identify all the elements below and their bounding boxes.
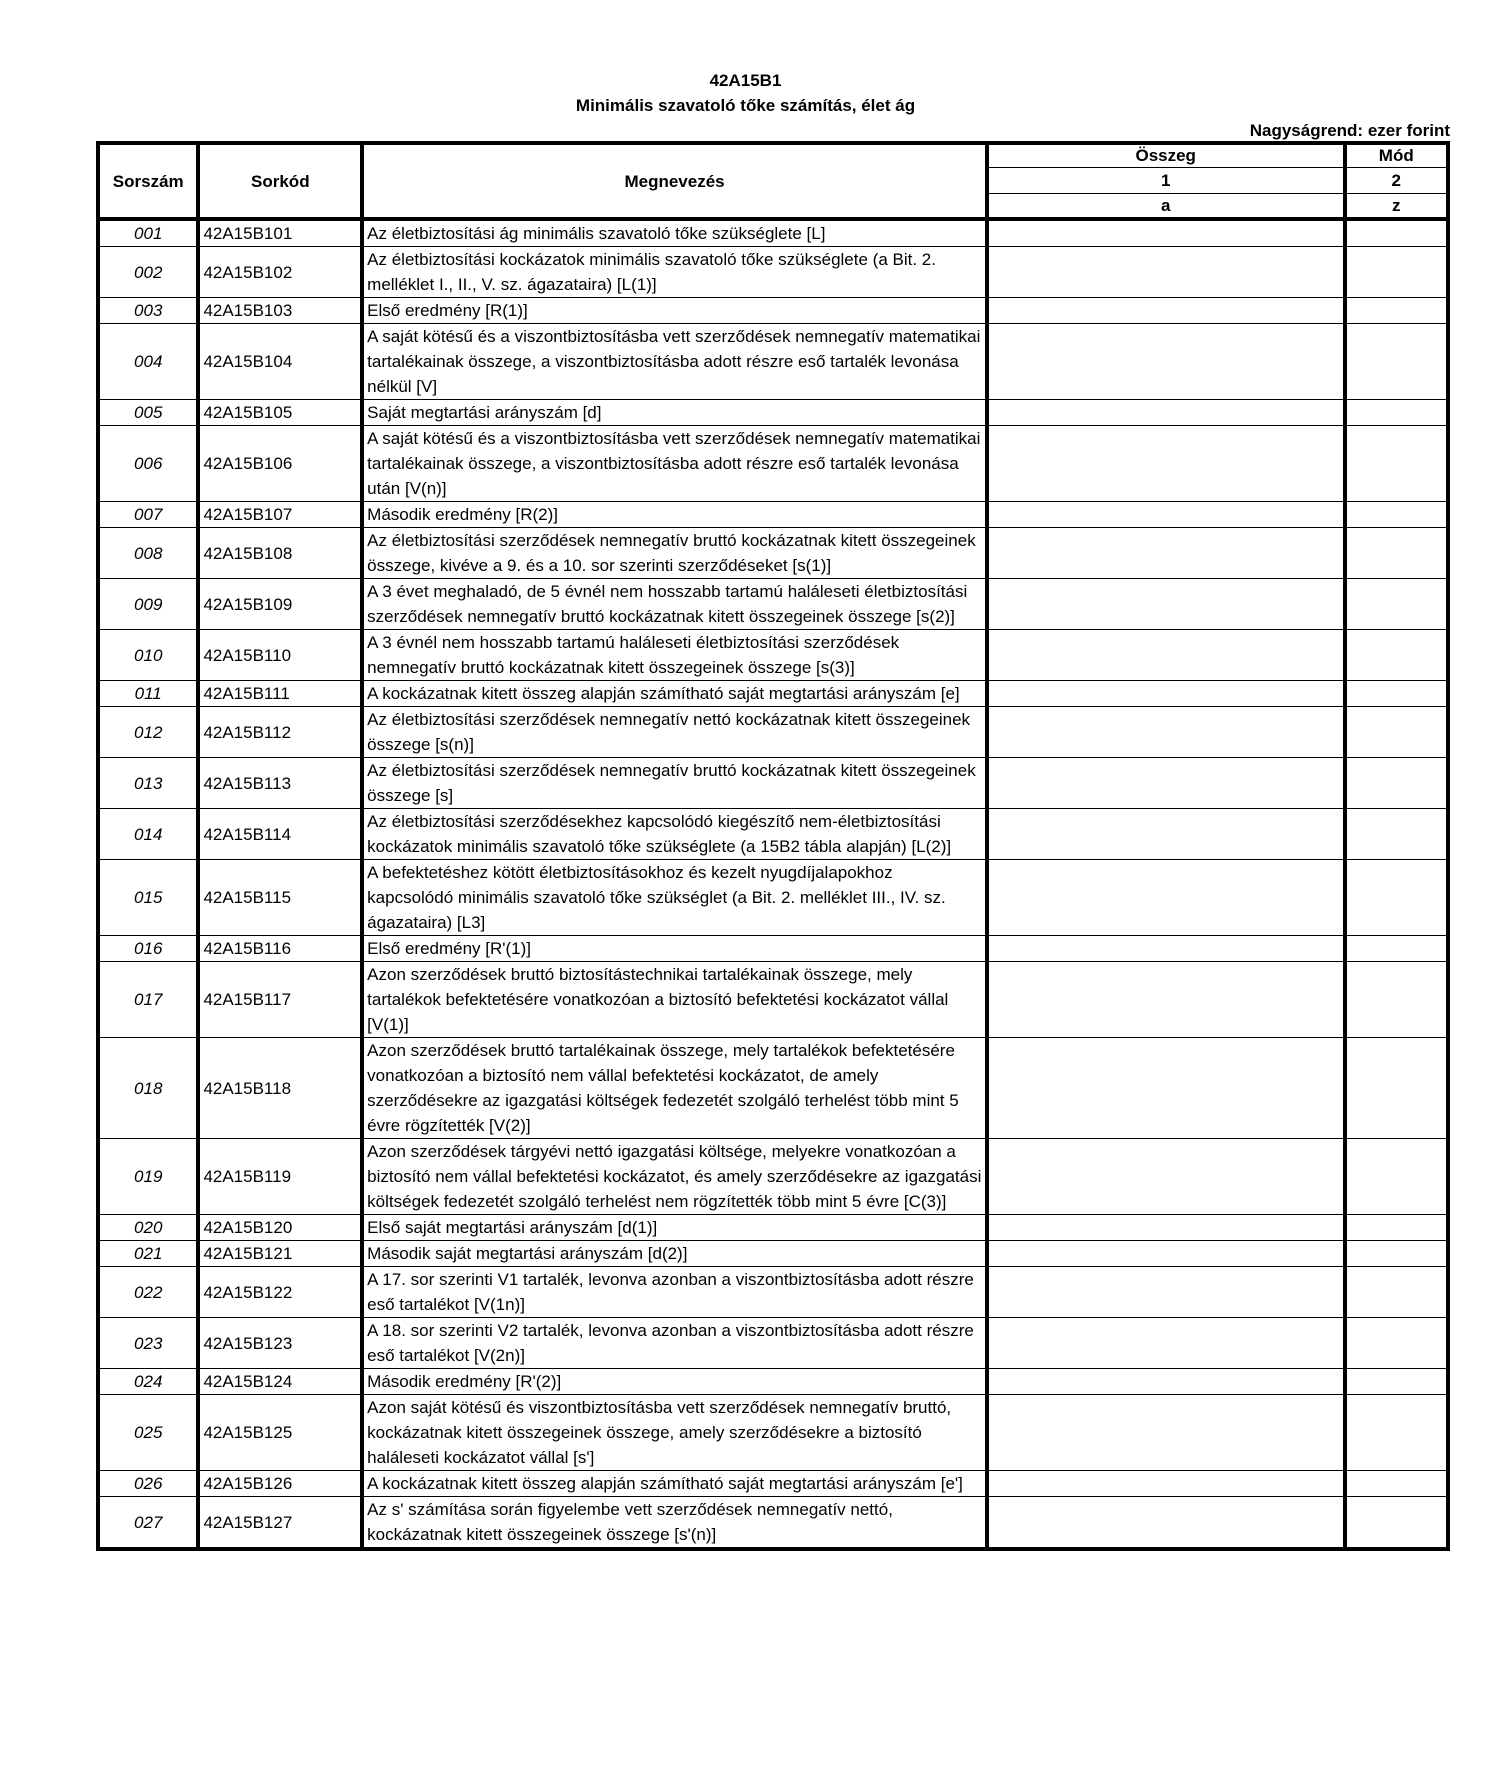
row-number: 019 [98,1139,198,1215]
header-sorszam: Sorszám [98,143,198,219]
row-number: 010 [98,630,198,681]
row-description: Azon szerződések bruttó biztosítástechnikai tartalékainak összege, mely tartalékok befektetésére vonatkozóan a biztosító befektetési kockázatot vállal [V(1)] [362,962,987,1038]
mode-cell[interactable] [1345,528,1449,579]
row-description: A saját kötésű és a viszontbiztosításba vett szerződések nemnegatív matematikai tartalékainak összege, a viszontbiztosításba adott részre eső tartalék levonása után [V(n)] [362,426,987,502]
amount-cell[interactable] [987,962,1345,1038]
amount-cell[interactable] [987,400,1345,426]
amount-cell[interactable] [987,1318,1345,1369]
header-mod: Mód [1345,143,1449,167]
row-description: Azon szerződések tárgyévi nettó igazgatási költsége, melyekre vonatkozóan a biztosító nem vállal befektetési kockázatot, és amely szerződésekre az igazgatási költségek fedezetét szolgáló terhelést nem rögzítették több mint 5 évre [C(3)] [362,1139,987,1215]
amount-cell[interactable] [987,1215,1345,1241]
row-description: A befektetéshez kötött életbiztosításokhoz és kezelt nyugdíjalapokhoz kapcsolódó minimális szavatoló tőke szükséglet (a Bit. 2. melléklet III., IV. sz. ágazataira) [L3] [362,860,987,936]
row-number: 005 [98,400,198,426]
table-row [98,219,1448,247]
table-row [98,298,1448,324]
mode-cell[interactable] [1345,1395,1449,1471]
row-number: 001 [98,219,198,247]
row-number: 027 [98,1497,198,1550]
mode-cell[interactable] [1345,1267,1449,1318]
row-number: 023 [98,1318,198,1369]
table-row [98,528,1448,579]
row-description: Első saját megtartási arányszám [d(1)] [362,1215,987,1241]
row-code: 42A15B117 [198,962,362,1038]
amount-cell[interactable] [987,1038,1345,1139]
report-title: Minimális szavatoló tőke számítás, élet ág [575,96,916,115]
row-description: Az életbiztosítási szerződésekhez kapcsolódó kiegészítő nem-életbiztosítási kockázatok minimális szavatoló tőke szükséglete (a 15B2 tábla alapján) [L(2)] [362,809,987,860]
row-description: Második eredmény [R(2)] [362,502,987,528]
amount-cell[interactable] [987,426,1345,502]
mode-cell[interactable] [1345,809,1449,860]
header-osszeg-type: a [987,193,1345,219]
row-code: 42A15B115 [198,860,362,936]
table-row [98,502,1448,528]
amount-cell[interactable] [987,502,1345,528]
row-number: 006 [98,426,198,502]
row-number: 024 [98,1369,198,1395]
table-row [98,1318,1448,1369]
table-row [98,809,1448,860]
amount-cell[interactable] [987,1369,1345,1395]
row-description: A saját kötésű és a viszontbiztosításba vett szerződések nemnegatív matematikai tartalékainak összege, a viszontbiztosításba adott részre eső tartalék levonása nélkül [V] [362,324,987,400]
mode-cell[interactable] [1345,860,1449,936]
row-code: 42A15B110 [198,630,362,681]
table-row [98,758,1448,809]
table-row [98,681,1448,707]
row-code: 42A15B105 [198,400,362,426]
data-table [96,141,1450,1551]
header-megnevezes: Megnevezés [362,143,987,219]
header-sorkod: Sorkód [198,143,362,219]
row-description: Saját megtartási arányszám [d] [362,400,987,426]
row-number: 018 [98,1038,198,1139]
amount-cell[interactable] [987,1497,1345,1550]
mode-cell[interactable] [1345,579,1449,630]
row-number: 012 [98,707,198,758]
row-number: 016 [98,936,198,962]
row-code: 42A15B119 [198,1139,362,1215]
amount-cell[interactable] [987,528,1345,579]
row-description: Azon saját kötésű és viszontbiztosításba vett szerződések nemnegatív bruttó, kockázatnak kitett összegeinek összege, amely szerződésekre a biztosító haláleseti kockázatot vállal [s'] [362,1395,987,1471]
mode-cell[interactable] [1345,426,1449,502]
row-code: 42A15B116 [198,936,362,962]
amount-cell[interactable] [987,1471,1345,1497]
mode-cell[interactable] [1345,681,1449,707]
row-code: 42A15B104 [198,324,362,400]
amount-cell[interactable] [987,860,1345,936]
header-osszeg: Összeg [987,143,1345,167]
amount-cell[interactable] [987,758,1345,809]
row-number: 020 [98,1215,198,1241]
mode-cell[interactable] [1345,1369,1449,1395]
row-description: Második eredmény [R'(2)] [362,1369,987,1395]
amount-cell[interactable] [987,936,1345,962]
mode-cell[interactable] [1345,936,1449,962]
amount-cell[interactable] [987,298,1345,324]
row-code: 42A15B109 [198,579,362,630]
amount-cell[interactable] [987,630,1345,681]
row-description: Az életbiztosítási szerződések nemnegatív bruttó kockázatnak kitett összegeinek összege [s] [362,758,987,809]
row-code: 42A15B101 [198,219,362,247]
row-description: Második saját megtartási arányszám [d(2)] [362,1241,987,1267]
row-description: A 17. sor szerinti V1 tartalék, levonva azonban a viszontbiztosításba adott részre eső tartalékot [V(1n)] [362,1267,987,1318]
amount-cell[interactable] [987,219,1345,247]
row-code: 42A15B125 [198,1395,362,1471]
table-row [98,707,1448,758]
amount-cell[interactable] [987,681,1345,707]
amount-cell[interactable] [987,1241,1345,1267]
mode-cell[interactable] [1345,630,1449,681]
row-description: A 3 évet meghaladó, de 5 évnél nem hosszabb tartamú haláleseti életbiztosítási szerződések nemnegatív bruttó kockázatnak kitett összegeinek összege [s(2)] [362,579,987,630]
row-number: 009 [98,579,198,630]
table-row [98,1267,1448,1318]
row-description: A kockázatnak kitett összeg alapján számítható saját megtartási arányszám [e'] [362,1471,987,1497]
mode-cell[interactable] [1345,219,1449,247]
row-description: Az életbiztosítási szerződések nemnegatív bruttó kockázatnak kitett összegeinek összege, kivéve a 9. és a 10. sor szerinti szerződéseket [s(1)] [362,528,987,579]
table-row [98,1038,1448,1139]
mode-cell[interactable] [1345,324,1449,400]
table-row [98,630,1448,681]
row-description: A 3 évnél nem hosszabb tartamú haláleseti életbiztosítási szerződések nemnegatív bruttó kockázatnak kitett összegeinek összege [s(3)] [362,630,987,681]
row-number: 015 [98,860,198,936]
row-description: A kockázatnak kitett összeg alapján számítható saját megtartási arányszám [e] [362,681,987,707]
row-description: Első eredmény [R(1)] [362,298,987,324]
row-description: Az s' számítása során figyelembe vett szerződések nemnegatív nettó, kockázatnak kitett összegeinek összege [s'(n)] [362,1497,987,1550]
mode-cell[interactable] [1345,1038,1449,1139]
row-number: 002 [98,247,198,298]
row-code: 42A15B102 [198,247,362,298]
amount-cell[interactable] [987,707,1345,758]
row-code: 42A15B113 [198,758,362,809]
row-code: 42A15B120 [198,1215,362,1241]
mode-cell[interactable] [1345,400,1449,426]
row-number: 008 [98,528,198,579]
amount-cell[interactable] [987,247,1345,298]
table-row [98,1241,1448,1267]
row-code: 42A15B124 [198,1369,362,1395]
row-number: 022 [98,1267,198,1318]
table-row [98,247,1448,298]
row-description: Azon szerződések bruttó tartalékainak összege, mely tartalékok befektetésére vonatkozóan a biztosító nem vállal befektetési kockázatot, de amely szerződésekre az igazgatási költségek fedezetét szolgáló terhelést több mint 5 évre rögzítették [V(2)] [362,1038,987,1139]
row-number: 007 [98,502,198,528]
table-row [98,860,1448,936]
row-code: 42A15B114 [198,809,362,860]
row-description: Első eredmény [R'(1)] [362,936,987,962]
row-code: 42A15B107 [198,502,362,528]
mode-cell[interactable] [1345,1318,1449,1369]
row-code: 42A15B103 [198,298,362,324]
row-code: 42A15B126 [198,1471,362,1497]
row-description: Az életbiztosítási ág minimális szavatoló tőke szükséglete [L] [362,219,987,247]
row-number: 013 [98,758,198,809]
row-code: 42A15B108 [198,528,362,579]
table-row [98,1215,1448,1241]
amount-cell[interactable] [987,579,1345,630]
row-number: 014 [98,809,198,860]
mode-cell[interactable] [1345,707,1449,758]
row-description: A 18. sor szerinti V2 tartalék, levonva azonban a viszontbiztosításba adott részre eső tartalékot [V(2n)] [362,1318,987,1369]
row-number: 011 [98,681,198,707]
table-body [98,219,1448,1549]
report-code: 42A15B1 [709,71,782,90]
row-number: 025 [98,1395,198,1471]
unit-label: Nagyságrend: ezer forint [1249,121,1450,140]
amount-cell[interactable] [987,324,1345,400]
mode-cell[interactable] [1345,1471,1449,1497]
row-code: 42A15B123 [198,1318,362,1369]
row-number: 021 [98,1241,198,1267]
header-osszeg-number: 1 [987,167,1345,193]
table-row [98,324,1448,400]
row-code: 42A15B122 [198,1267,362,1318]
row-number: 017 [98,962,198,1038]
row-code: 42A15B127 [198,1497,362,1550]
header-mod-number: 2 [1345,167,1449,193]
row-number: 003 [98,298,198,324]
table-row [98,1139,1448,1215]
mode-cell[interactable] [1345,502,1449,528]
row-number: 026 [98,1471,198,1497]
table-row [98,1369,1448,1395]
row-code: 42A15B106 [198,426,362,502]
row-description: Az életbiztosítási szerződések nemnegatív nettó kockázatnak kitett összegeinek összege [s(n)] [362,707,987,758]
header-mod-type: z [1345,193,1449,219]
mode-cell[interactable] [1345,1241,1449,1267]
mode-cell[interactable] [1345,247,1449,298]
row-code: 42A15B111 [198,681,362,707]
mode-cell[interactable] [1345,1215,1449,1241]
mode-cell[interactable] [1345,1497,1449,1550]
table-row [98,426,1448,502]
table-row [98,962,1448,1038]
table-row [98,400,1448,426]
row-number: 004 [98,324,198,400]
mode-cell[interactable] [1345,298,1449,324]
amount-cell[interactable] [987,1267,1345,1318]
row-code: 42A15B112 [198,707,362,758]
row-code: 42A15B118 [198,1038,362,1139]
mode-cell[interactable] [1345,758,1449,809]
amount-cell[interactable] [987,1395,1345,1471]
mode-cell[interactable] [1345,962,1449,1038]
row-description: Az életbiztosítási kockázatok minimális szavatoló tőke szükséglete (a Bit. 2. melléklet I., II., V. sz. ágazataira) [L(1)] [362,247,987,298]
table-row [98,936,1448,962]
table-row [98,1471,1448,1497]
amount-cell[interactable] [987,809,1345,860]
mode-cell[interactable] [1345,1139,1449,1215]
table-header [98,143,1448,219]
table-row [98,579,1448,630]
row-code: 42A15B121 [198,1241,362,1267]
amount-cell[interactable] [987,1139,1345,1215]
table-row [98,1395,1448,1471]
table-row [98,1497,1448,1550]
